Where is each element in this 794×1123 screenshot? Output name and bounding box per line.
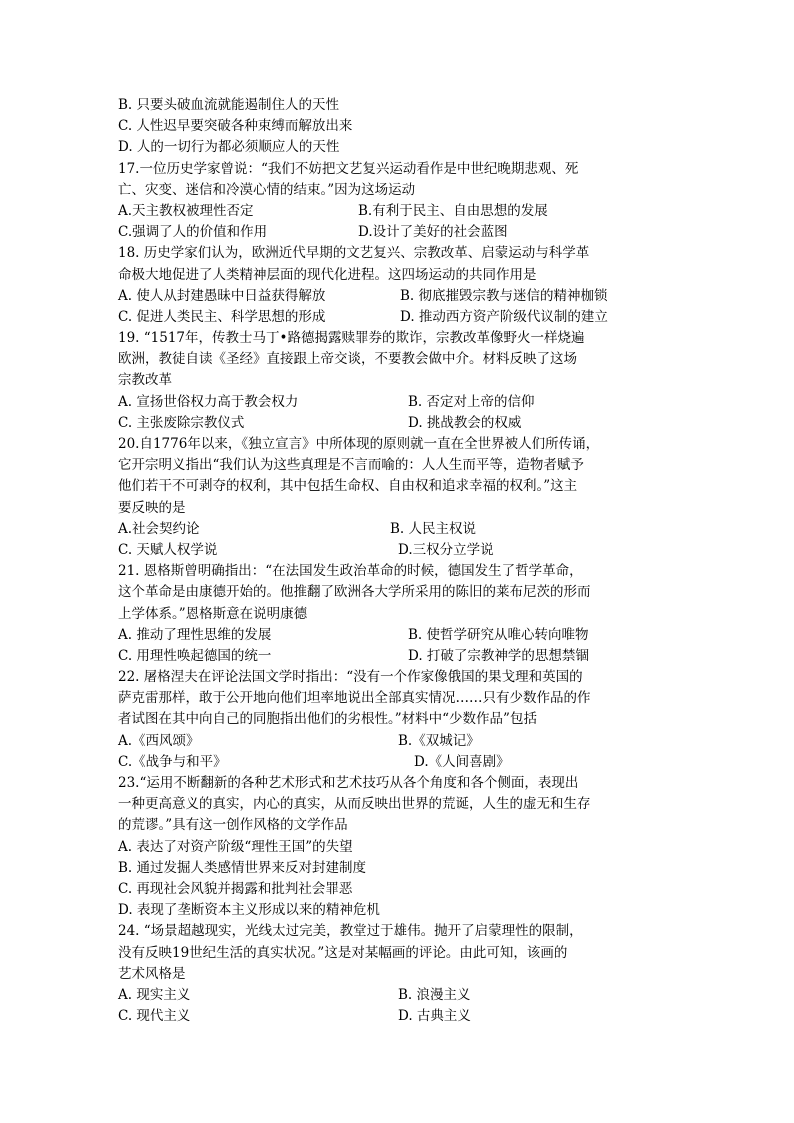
question-19-options-cd (118, 413, 678, 434)
option-b: B. 人民主权说 (390, 520, 477, 537)
question-17-stem: 17.一位历史学家曾说：“我们不妨把文艺复兴运动看作是中世纪晚期悲观、死 (118, 160, 579, 177)
question-18-options-cd (118, 307, 678, 328)
option-a: A. 推动了理性思维的发展 (118, 626, 272, 643)
option-d: D. 表现了垄断资本主义形成以来的精神危机 (118, 902, 380, 919)
question-17-stem-cont: 亡、灾变、迷信和冷漠心情的结束。”因为这场运动 (118, 181, 416, 198)
question-24-options-ab (118, 985, 678, 1006)
question-22-stem: 22. 屠格涅夫在评论法国文学时指出：“没有一个作家像俄国的果戈理和英国的 (118, 669, 583, 686)
question-24-stem-end: 艺术风格是 (118, 965, 186, 982)
option-c: C.强调了人的价值和作用 (118, 224, 268, 241)
option-d: D. 打破了宗教神学的思想禁锢 (408, 647, 589, 664)
question-18-options-ab (118, 286, 678, 307)
question-22-stem-end: 者试图在其中向自己的同胞指出他们的劣根性。”材料中“少数作品”包括 (118, 711, 537, 728)
question-21-stem-end: 上学体系。”恩格斯意在说明康德 (118, 605, 308, 622)
option-d-q16: D. 人的一切行为都必须顺应人的天性 (118, 139, 340, 156)
question-18-stem-cont: 命极大地促进了人类精神层面的现代化进程。这四场运动的共同作用是 (118, 266, 537, 283)
option-a: A. 使人从封建愚昧中日益获得解放 (118, 287, 326, 304)
question-20-options-ab (118, 519, 678, 540)
question-17-options-cd (118, 222, 678, 243)
question-24-stem: 24. “场景超越现实，光线太过完美，教堂过于雄伟。抛开了启蒙理性的限制， (118, 923, 583, 940)
option-a: A. 表达了对资产阶级“理性王国”的失望 (118, 838, 353, 855)
question-21-options-cd (118, 646, 678, 667)
option-c: C. 天赋人权学说 (118, 541, 218, 558)
option-d: D. 推动西方资产阶级代议制的建立 (400, 308, 608, 325)
question-20-stem-end: 要反映的是 (118, 499, 186, 516)
question-22-options-cd (118, 752, 678, 773)
question-22-stem-cont: 萨克雷那样，敢于公开地向他们坦率地说出全部真实情况……只有少数作品的作 (118, 690, 591, 707)
option-c: C. 促进人类民主、科学思想的形成 (118, 308, 326, 325)
question-19-stem-end: 宗教改革 (118, 372, 172, 389)
option-a: A. 现实主义 (118, 986, 191, 1003)
question-24-options-cd (118, 1006, 678, 1027)
question-22-options-ab (118, 731, 678, 752)
question-19-stem-cont: 欧洲，教徒自读《圣经》直接跟上帝交谈，不要教会做中介。材料反映了这场 (118, 351, 577, 368)
option-c: C. 现代主义 (118, 1008, 191, 1025)
question-19-options-ab (118, 392, 678, 413)
option-d: D.设计了美好的社会蓝图 (358, 224, 508, 241)
question-19-stem: 19. “1517年，传教士马丁•路德揭露赎罪券的欺诈，宗教改革像野火一样烧遍 (118, 330, 585, 347)
option-d: D. 挑战教会的权威 (408, 414, 522, 431)
option-b: B. 彻底摧毁宗教与迷信的精神枷锁 (400, 287, 608, 304)
option-b: B.《双城记》 (398, 732, 480, 749)
question-21-stem-cont: 这个革命是由康德开始的。他推翻了欧洲各大学所采用的陈旧的莱布尼茨的形而 (118, 584, 591, 601)
option-c: C. 主张废除宗教仪式 (118, 414, 245, 431)
option-c: C.《战争与和平》 (118, 753, 227, 770)
question-18-stem: 18. 历史学家们认为，欧洲近代早期的文艺复兴、宗教改革、启蒙运动与科学革 (118, 245, 590, 262)
option-d: D. 古典主义 (398, 1008, 471, 1025)
option-b: B. 通过发掘人类感情世界来反对封建制度 (118, 859, 367, 876)
question-20-stem-cont: 它开宗明义指出“我们认为这些真理是不言而喻的：人人生而平等，造物者赋予 (118, 457, 584, 474)
question-20-options-cd (118, 540, 678, 561)
option-c: C. 再现社会风貌并揭露和批判社会罪恶 (118, 880, 353, 897)
option-a: A.社会契约论 (118, 520, 200, 537)
question-23-stem-end: 的荒谬。”具有这一创作风格的文学作品 (118, 817, 348, 834)
option-c-q16: C. 人性迟早要突破各种束缚而解放出来 (118, 118, 353, 135)
option-b: B. 浪漫主义 (398, 986, 471, 1003)
option-d: D.三权分立学说 (398, 541, 494, 558)
option-d: D.《人间喜剧》 (414, 753, 510, 770)
question-24-stem-cont: 没有反映19世纪生活的真实状况。”这是对某幅画的评论。由此可知，该画的 (118, 944, 568, 961)
question-23-stem: 23.“运用不断翻新的各种艺术形式和艺术技巧从各个角度和各个侧面，表现出 (118, 775, 579, 791)
option-a: A.《西风颂》 (118, 732, 200, 749)
option-b: B. 使哲学研究从唯心转向唯物 (408, 626, 589, 643)
question-23-stem-cont: 一种更高意义的真实，内心的真实，从而反映出世界的荒诞，人生的虚无和生存 (118, 796, 591, 813)
option-c: C. 用理性唤起德国的统一 (118, 647, 272, 664)
option-a: A.天主教权被理性否定 (118, 202, 254, 219)
option-b: B.有利于民主、自由思想的发展 (358, 202, 548, 219)
option-b: B. 否定对上帝的信仰 (408, 393, 535, 410)
question-17-options-ab (118, 201, 678, 222)
question-21-options-ab (118, 625, 678, 646)
option-a: A. 宣扬世俗权力高于教会权力 (118, 393, 299, 410)
question-20-stem-cont2: 他们若干不可剥夺的权利，其中包括生命权、自由权和追求幸福的权利。”这主 (118, 478, 578, 495)
document-body (118, 95, 678, 1027)
option-b-q16: B. 只要头破血流就能遏制住人的天性 (118, 97, 340, 113)
question-20-stem: 20.自1776年以来，《独立宣言》中所体现的原则就一直在全世界被人们所传诵， (118, 436, 600, 452)
question-21-stem: 21. 恩格斯曾明确指出：“在法国发生政治革命的时候，德国发生了哲学革命， (118, 563, 583, 580)
